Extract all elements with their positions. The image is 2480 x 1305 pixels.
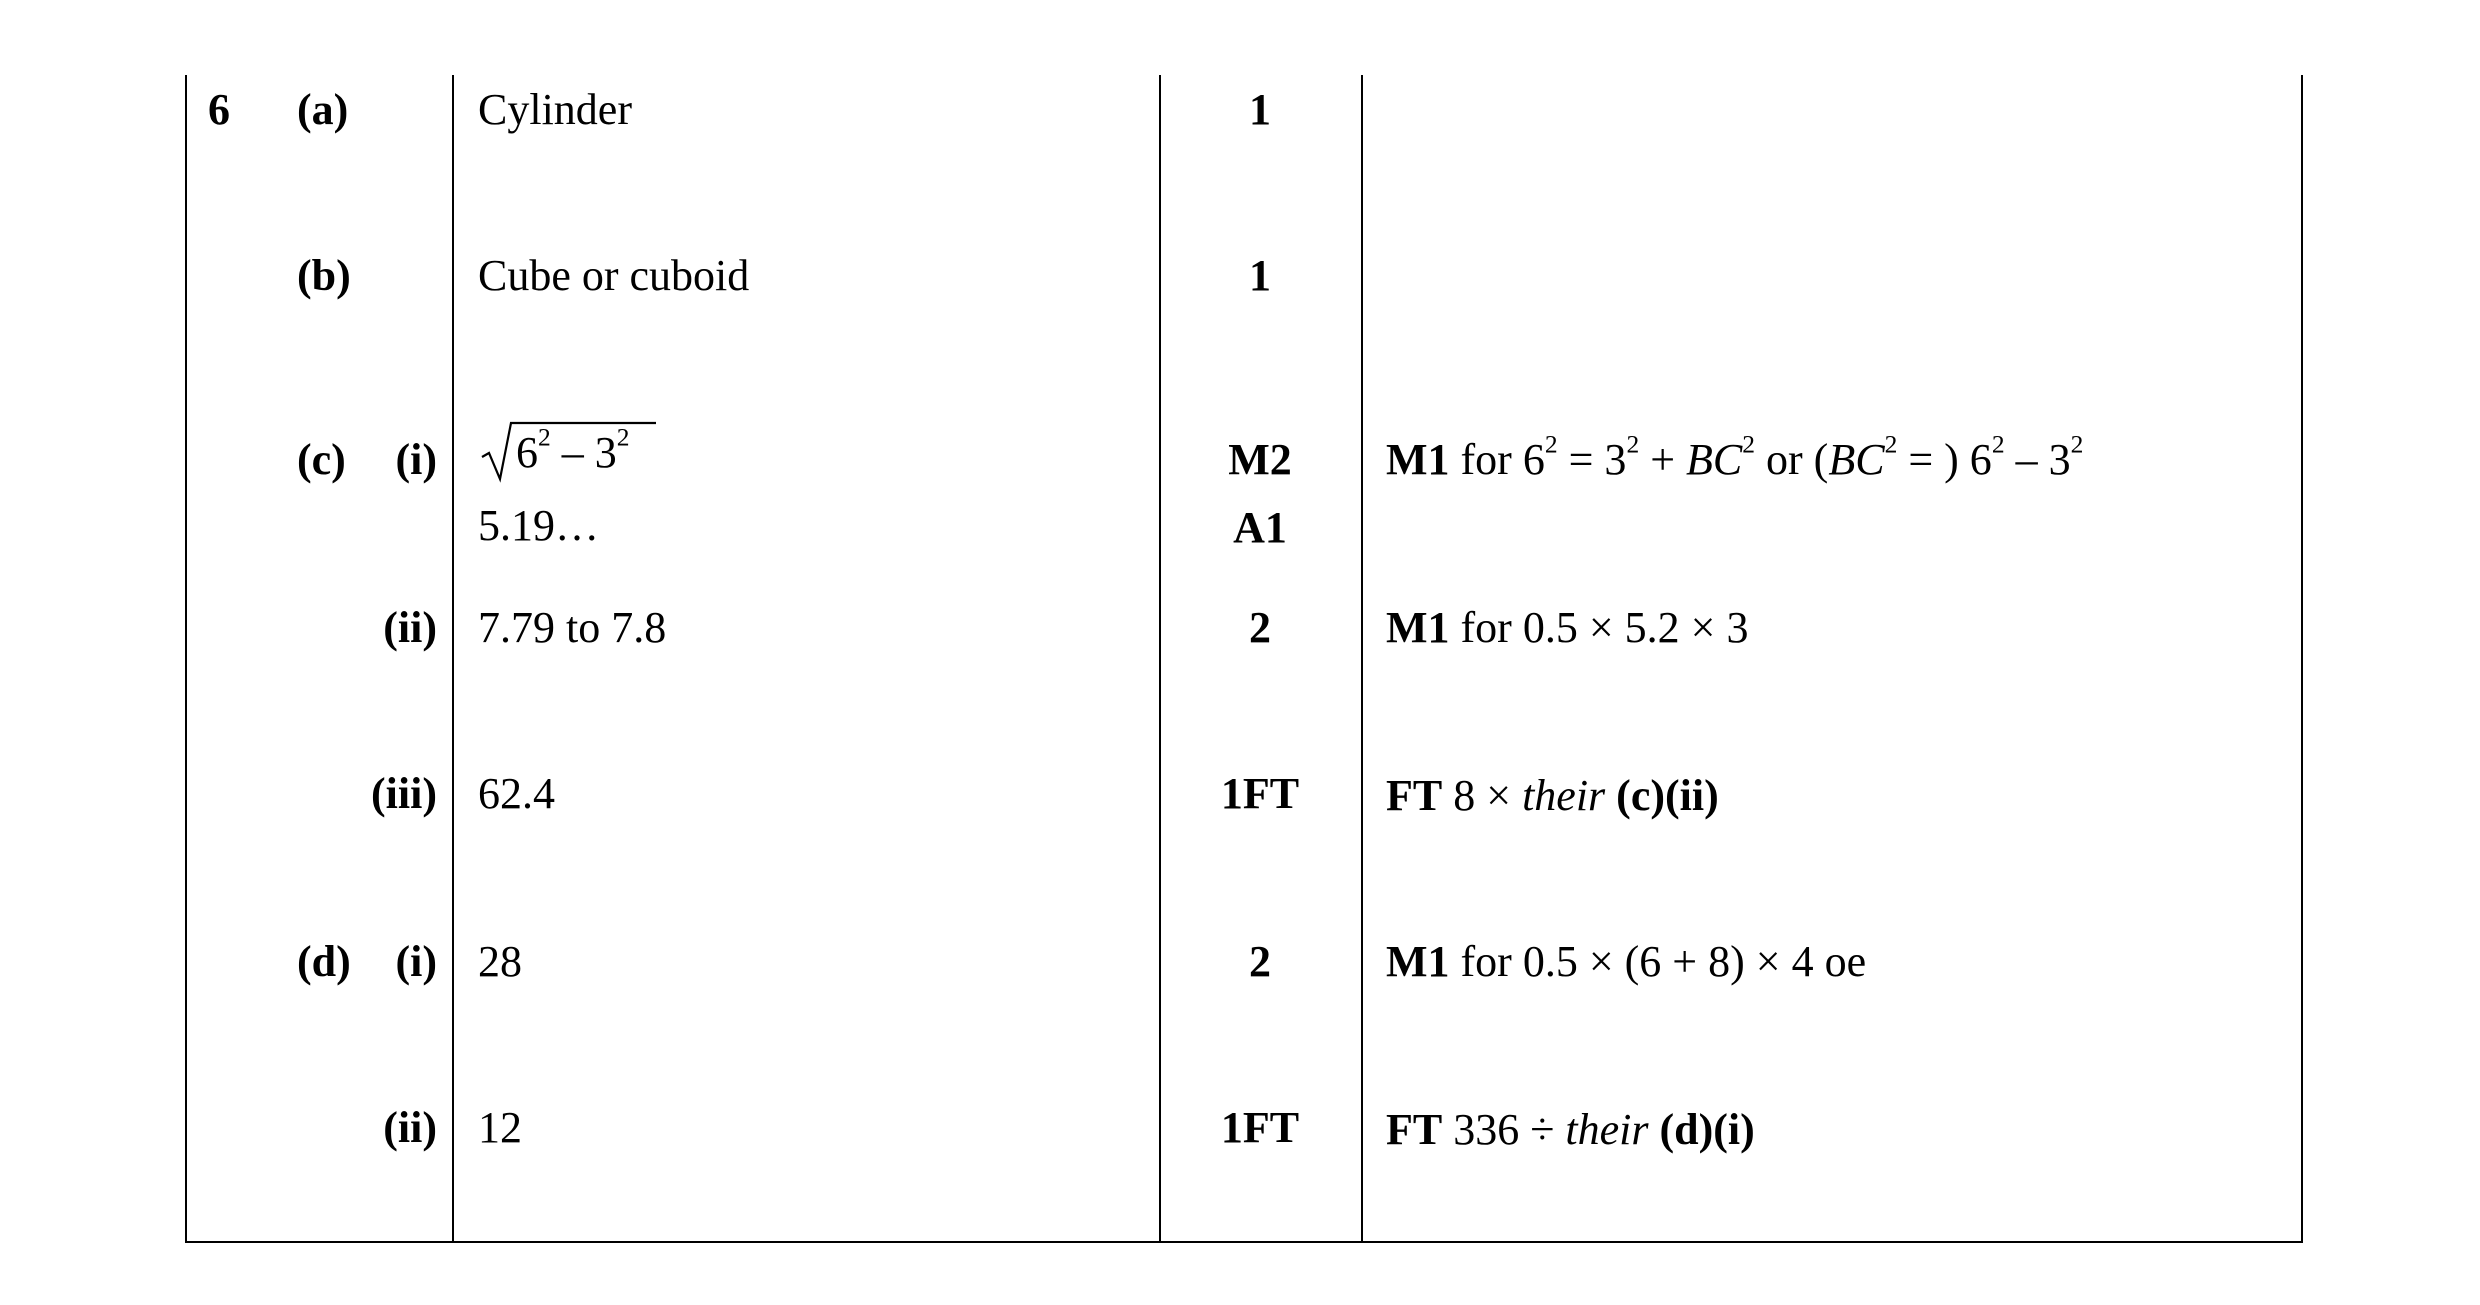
- column-divider-marks: [1159, 75, 1161, 1243]
- part-c-i-label: (i): [395, 435, 437, 484]
- part-d-ii-label: (ii): [383, 1103, 437, 1152]
- part-c-i-result: 5.19…: [478, 501, 599, 550]
- part-b-label: (b): [297, 251, 351, 300]
- part-b-answer: Cube or cuboid: [478, 251, 750, 300]
- part-c-ii-guidance: M1 for 0.5 × 5.2 × 3: [1386, 603, 1749, 652]
- part-c-i-mark-m2: M2: [1228, 435, 1292, 484]
- part-c-i-mark-a1: A1: [1233, 503, 1287, 552]
- part-d-ii-answer: 12: [478, 1103, 522, 1152]
- part-c-i-guidance: M1 for $6^2 = 3^2 + BC^2$ or ($BC^2$ = ) $6^2 - 3^2$: [1386, 429, 2084, 484]
- part-d-label: (d): [297, 937, 351, 986]
- part-d-ii-mark: 1FT: [1220, 1103, 1300, 1152]
- sqrt-expression: [480, 415, 660, 485]
- part-c-ii-mark: 2: [1249, 603, 1271, 652]
- part-c-ii-answer: 7.79 to 7.8: [478, 603, 667, 652]
- part-c-ii-label: (ii): [383, 603, 437, 652]
- part-d-i-guidance: M1 for 0.5 × (6 + 8) × 4 oe: [1386, 937, 1867, 986]
- part-c-iii-answer: 62.4: [478, 769, 555, 818]
- part-c-iii-label: (iii): [371, 769, 437, 818]
- part-c-iii-mark: 1FT: [1220, 769, 1300, 818]
- part-a-answer: Cylinder: [478, 85, 632, 134]
- part-a-mark: 1: [1249, 85, 1271, 134]
- question-number: 6: [208, 85, 230, 134]
- part-a-label: (a): [297, 85, 349, 134]
- part-c-label: (c): [297, 435, 346, 484]
- part-d-i-label: (i): [395, 937, 437, 986]
- part-b-mark: 1: [1249, 251, 1271, 300]
- part-d-i-answer: 28: [478, 937, 522, 986]
- column-divider-guidance: [1361, 75, 1363, 1243]
- part-d-i-mark: 2: [1249, 937, 1271, 986]
- column-divider-answer: [452, 75, 454, 1243]
- part-c-iii-guidance: FT 8 × their (c)(ii): [1386, 771, 1719, 820]
- sqrt-argument: $6^2 - 3^2$: [516, 422, 630, 477]
- part-d-ii-guidance: FT 336 ÷ their (d)(i): [1386, 1105, 1755, 1154]
